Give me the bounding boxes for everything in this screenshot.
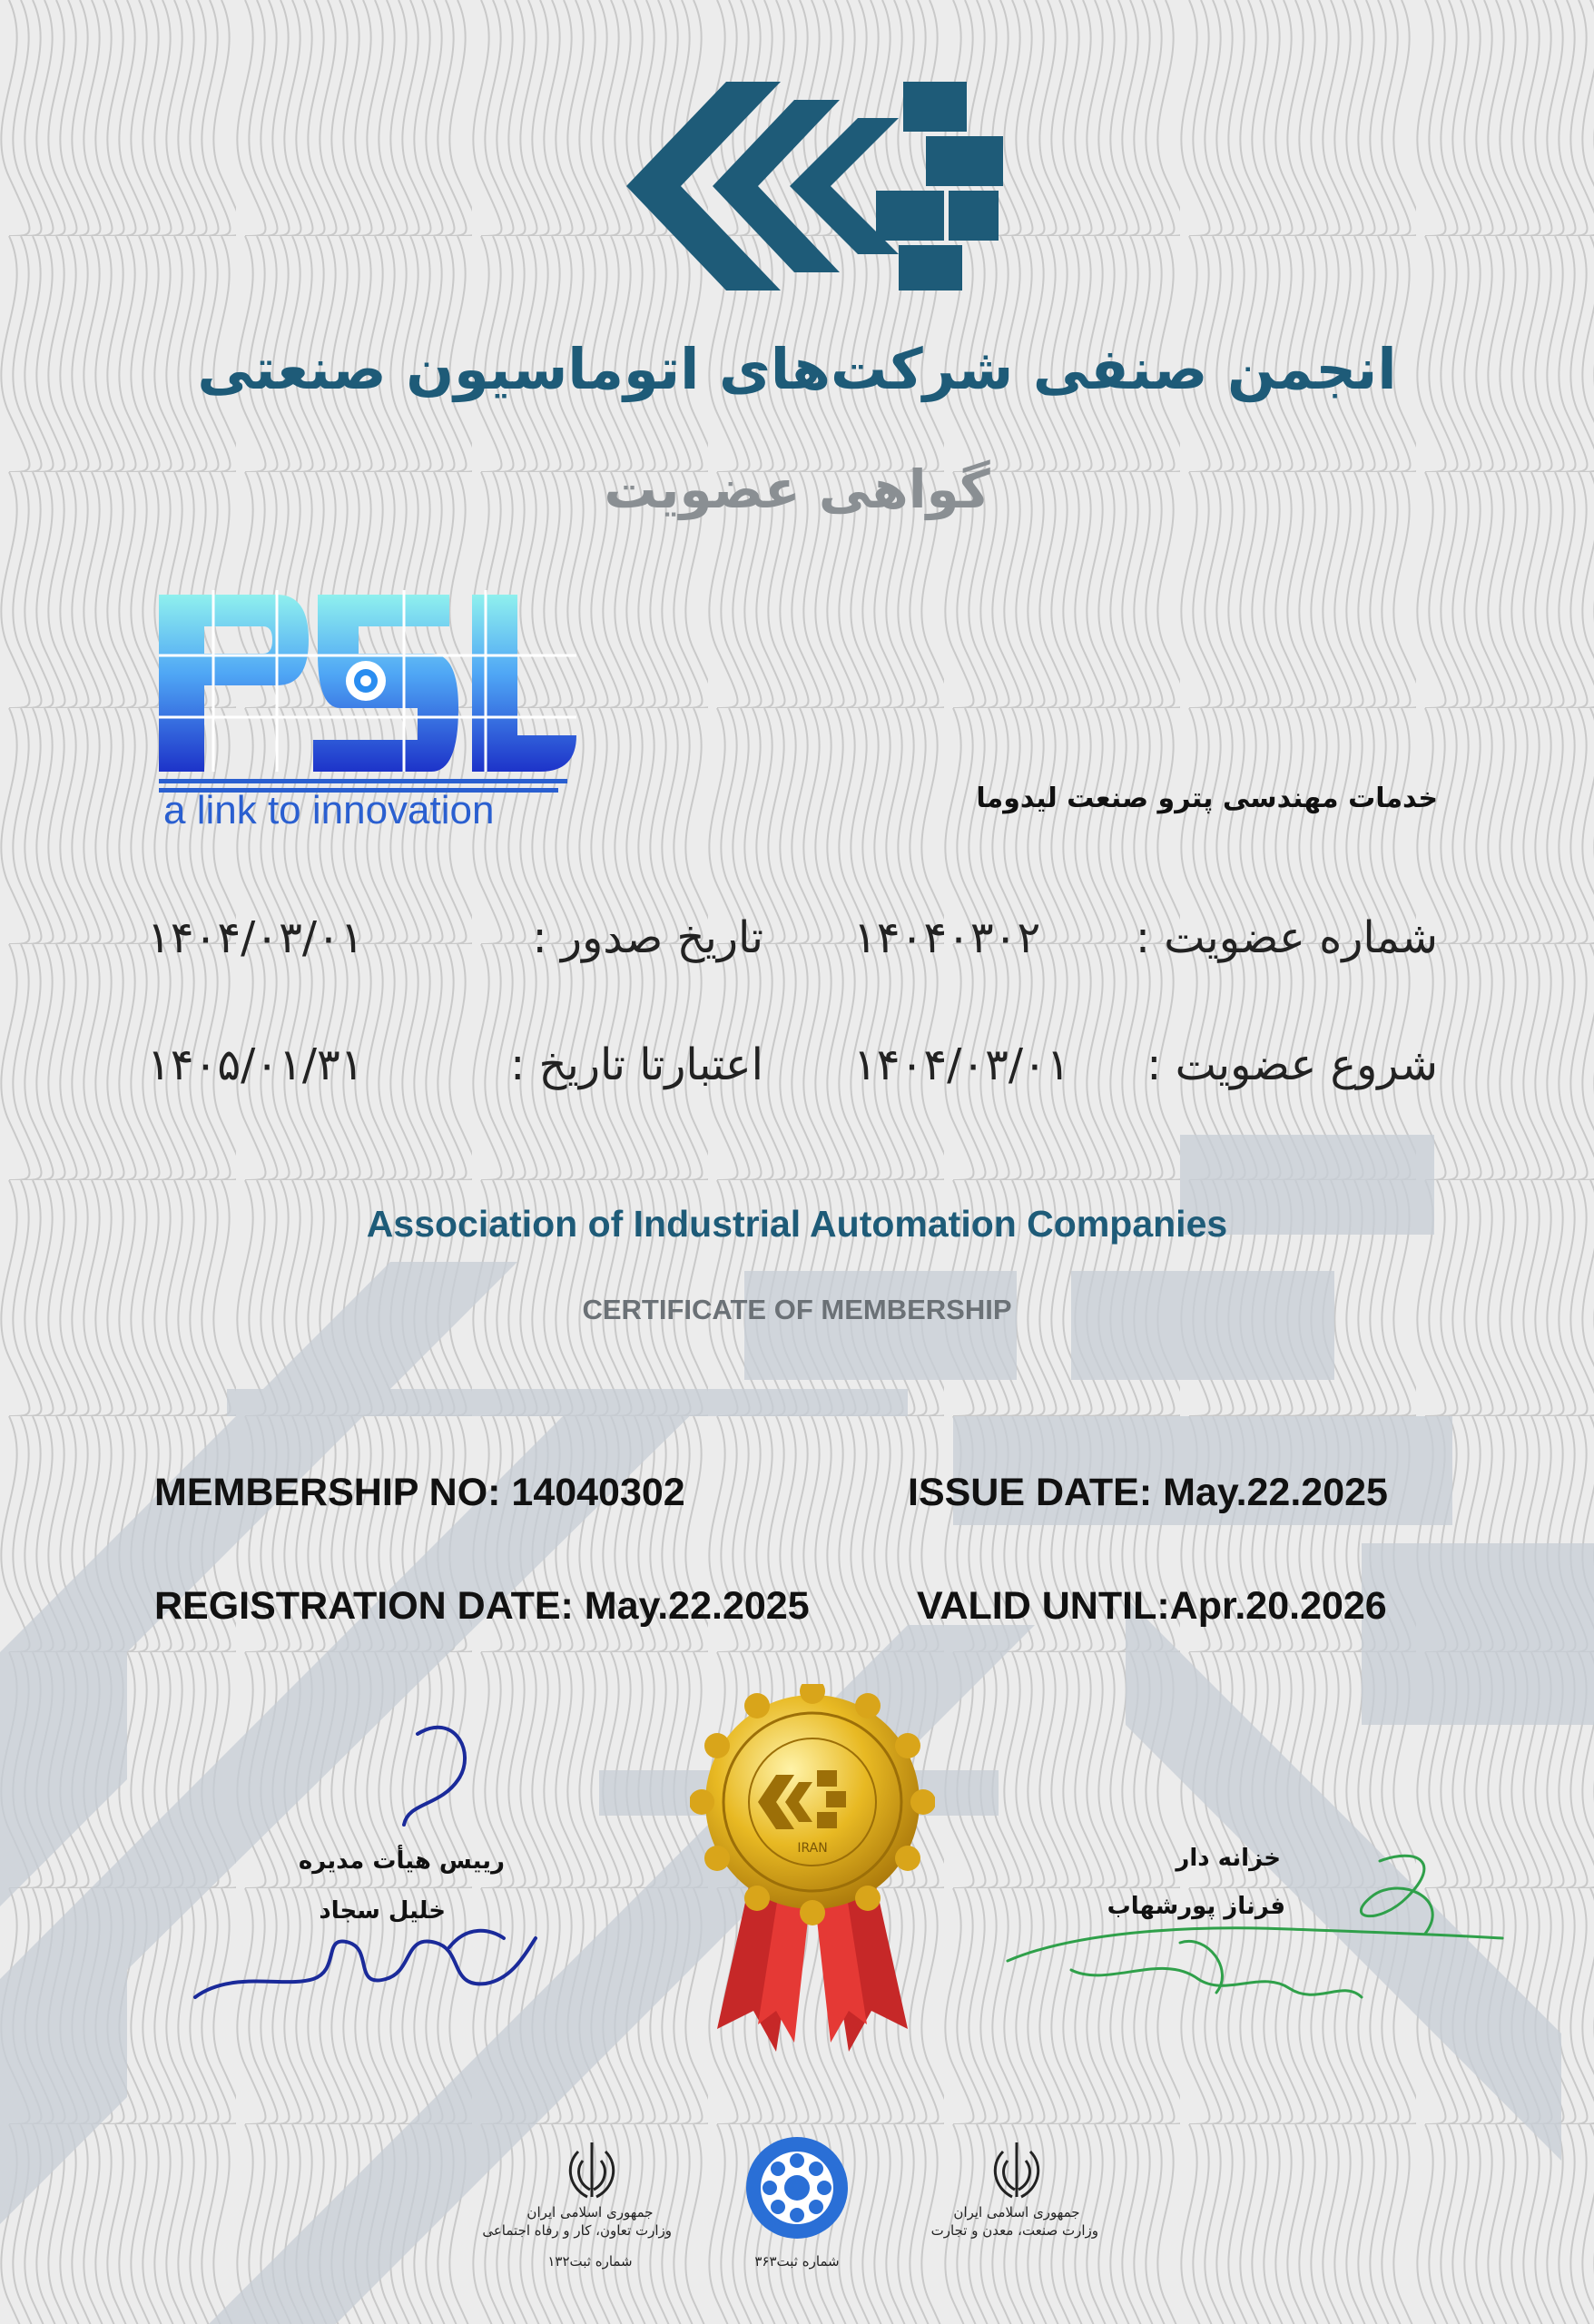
left-footer-reg: شماره ثبت۱۳۲ xyxy=(547,2253,633,2270)
valid-until-value-fa: ۱۴۰۵/۰۱/۳۱ xyxy=(147,1039,364,1090)
certificate-title-english: CERTIFICATE OF MEMBERSHIP xyxy=(582,1294,1012,1325)
membership-start-value-fa: ۱۴۰۴/۰۳/۰۱ xyxy=(853,1039,1070,1090)
membership-no-label-fa: شماره عضویت : xyxy=(1135,912,1438,963)
right-footer-line2: وزارت صنعت، معدن و تجارت xyxy=(930,2222,1098,2239)
treasurer-title: خزانه دار xyxy=(1176,1845,1281,1872)
registration-date-en: REGISTRATION DATE: May.22.2025 xyxy=(154,1584,810,1628)
right-footer-line1: جمهوری اسلامی ایران xyxy=(953,2204,1080,2221)
left-footer-line2: وزارت تعاون، کار و رفاه اجتماعی xyxy=(482,2222,672,2239)
iran-emblem-icon xyxy=(556,2133,628,2206)
membership-start-label-fa: شروع عضویت : xyxy=(1146,1039,1438,1090)
issue-date-en: ISSUE DATE: May.22.2025 xyxy=(908,1471,1388,1514)
association-name-persian: انجمن صنفی شرکت‌های اتوماسیون صنعتی xyxy=(197,336,1397,402)
valid-until-en: VALID UNTIL:Apr.20.2026 xyxy=(917,1584,1387,1628)
issue-date-label-fa: تاریخ صدور : xyxy=(532,912,763,963)
gold-seal xyxy=(690,1684,935,2056)
iran-emblem-icon xyxy=(980,2133,1053,2206)
chairman-title: رییس هیأت مدیره xyxy=(298,1847,505,1875)
issue-date-value-fa: ۱۴۰۴/۰۳/۰۱ xyxy=(147,912,364,963)
company-tagline: a link to innovation xyxy=(163,788,495,832)
association-emblem-logo xyxy=(626,82,1008,327)
chamber-of-commerce-emblem-icon xyxy=(743,2133,851,2242)
certificate-title-persian: گواهی عضویت xyxy=(604,458,990,520)
center-footer-reg: شماره ثبت۳۶۳ xyxy=(754,2253,840,2270)
valid-until-label-fa: اعتبارتا تاریخ : xyxy=(510,1039,763,1090)
membership-no-value-fa: ۱۴۰۴۰۳۰۲ xyxy=(853,912,1041,963)
seal-inner-text: IRAN xyxy=(797,1841,828,1856)
company-name-persian: خدمات مهندسی پترو صنعت لیدوما xyxy=(976,783,1438,814)
left-footer-line1: جمهوری اسلامی ایران xyxy=(526,2204,654,2221)
membership-no-en: MEMBERSHIP NO: 14040302 xyxy=(154,1471,685,1514)
chairman-name: خلیل سجاد xyxy=(319,1897,446,1925)
treasurer-name: فرناز پورشهاب xyxy=(1107,1893,1285,1920)
association-name-english: Association of Industrial Automation Companies xyxy=(366,1203,1228,1245)
